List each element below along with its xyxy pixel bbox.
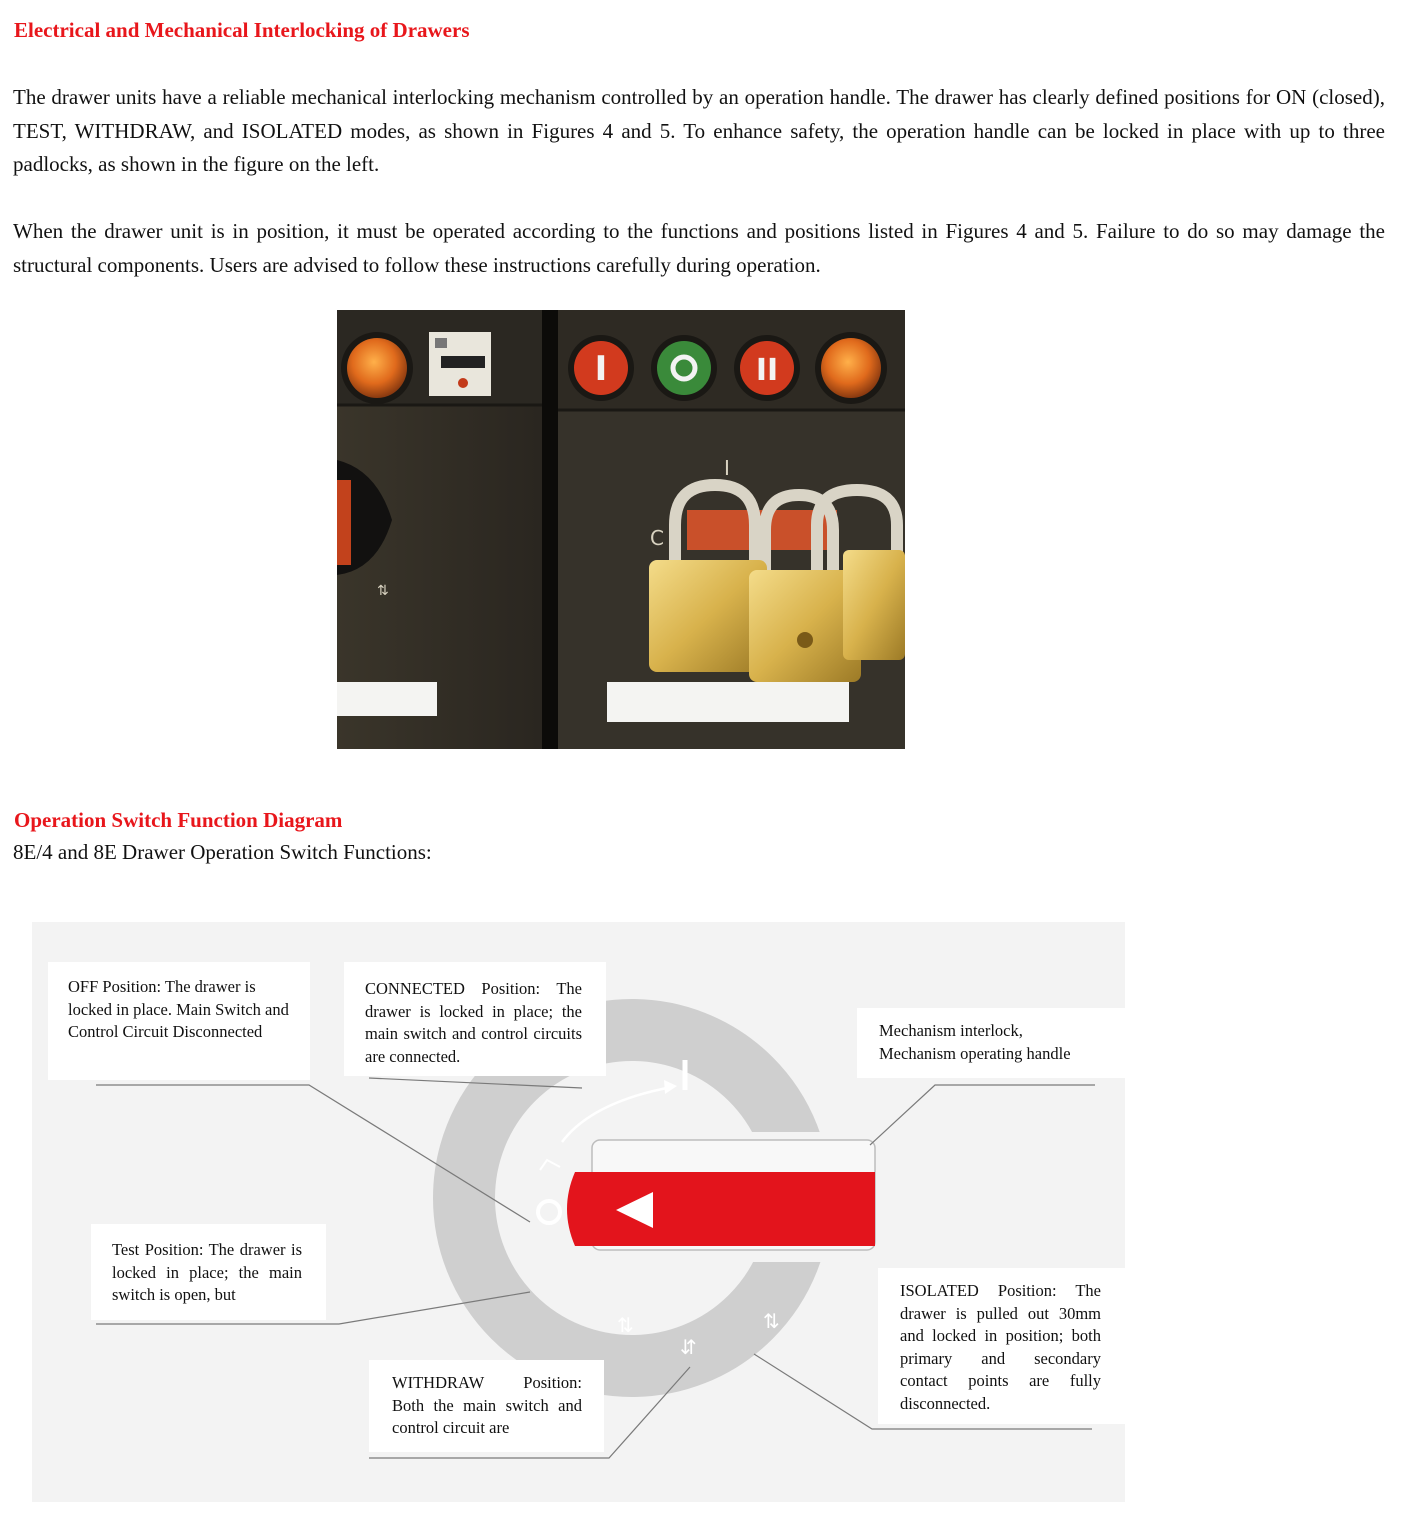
test-position-text: Test Position: The drawer is locked in place; the main switch is open, but xyxy=(112,1240,302,1304)
mechanism-callout xyxy=(857,1008,1125,1078)
isolated-position-text: ISOLATED Position: The drawer is pulled out 30mm and locked in position; both primary and secondary contact points are fully disconnected. xyxy=(900,1281,1101,1413)
withdraw-icon: ⇵ xyxy=(680,1335,697,1359)
isolated-position-callout xyxy=(878,1268,1125,1424)
operation-switch-diagram xyxy=(32,922,1125,1502)
connected-position-callout xyxy=(344,962,606,1076)
test-position-callout xyxy=(91,1224,326,1320)
drawer-padlock-photo xyxy=(337,310,905,749)
withdraw-position-text: WITHDRAW Position: Both the main switch and control circuit are xyxy=(392,1373,582,1437)
off-position-text: OFF Position: The drawer is locked in place. Main Switch and Control Circuit Disconnected xyxy=(68,977,289,1041)
pause-button-symbol: II xyxy=(755,353,779,388)
diagram-subtitle: 8E/4 and 8E Drawer Operation Switch Functions: xyxy=(13,840,432,864)
mechanism-text: Mechanism interlock, Mechanism operating handle xyxy=(879,1021,1071,1063)
on-button-symbol: I xyxy=(594,349,608,389)
left-isolate-symbol: ⇅ xyxy=(377,583,389,599)
test-isolate-icon: ⇅ xyxy=(617,1313,634,1337)
isolated-icon: ⇅ xyxy=(763,1309,780,1333)
intro-paragraph: The drawer units have a reliable mechanical interlocking mechanism controlled by an operation handle. The drawer has clearly defined positions for ON (closed), TEST, WITHDRAW, and ISOLATED modes, as shown in Figures 4 and 5. To enhance safety, the operation handle can be locked in place with up to three padlocks, as shown in the figure on the left. xyxy=(13,85,1385,176)
dial-mark-top: I xyxy=(724,456,730,480)
withdraw-position-callout xyxy=(369,1360,604,1452)
diagram-section-title: Operation Switch Function Diagram xyxy=(14,808,343,832)
off-position-callout xyxy=(48,962,310,1080)
off-mark-icon xyxy=(538,1201,560,1223)
warning-paragraph: When the drawer unit is in position, it must be operated according to the functions and positions listed in Figures 4 and 5. Failure to do so may damage the structural components. Users are advised to follow these instructions carefully during operation. xyxy=(13,219,1385,277)
dial-mark-left: C xyxy=(650,526,664,550)
connected-position-text: CONNECTED Position: The drawer is locked in place; the main switch and control circuits are connected. xyxy=(365,979,582,1066)
section-title: Electrical and Mechanical Interlocking of Drawers xyxy=(14,18,470,42)
